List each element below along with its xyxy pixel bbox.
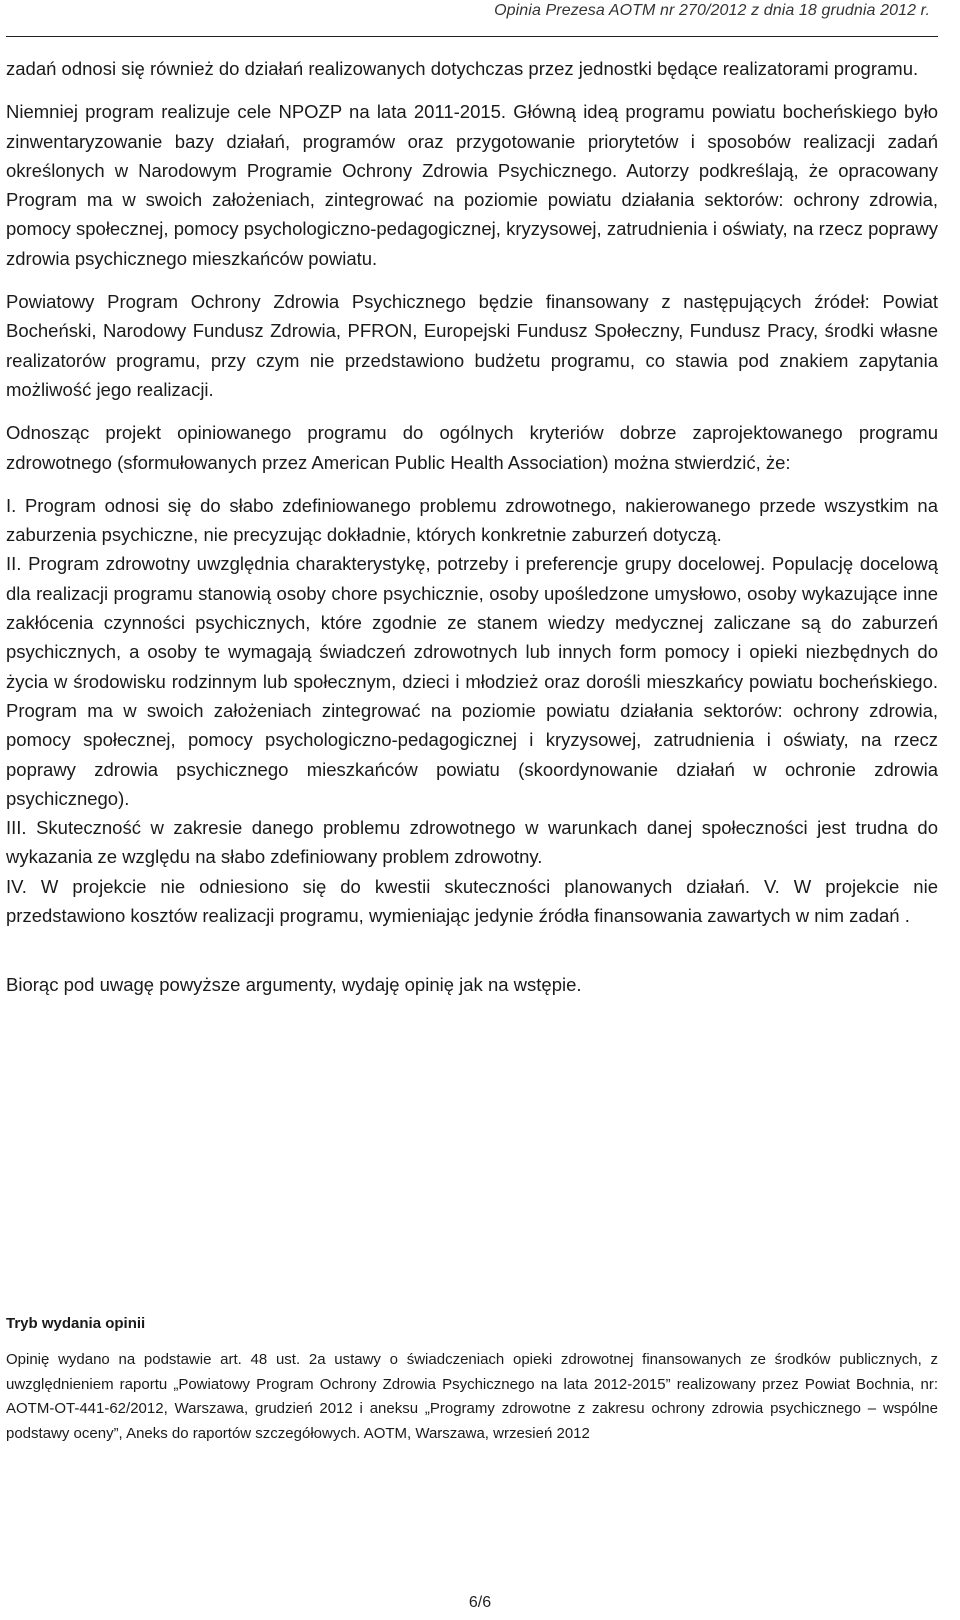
header-divider [6,36,938,37]
running-header: Opinia Prezesa AOTM nr 270/2012 z dnia 18 grudnia 2012 r. [494,2,930,19]
conclusion: Biorąc pod uwagę powyższe argumenty, wydaję opinię jak na wstępie. [6,974,582,996]
criterion-2: II. Program zdrowotny uwzględnia charakterystykę, potrzeby i preferencje grupy docelowej. Populację docelową dla realizacji programu stanowią osoby chore psychicznie, osoby upośledzone umysłowo, osoby wykazujące inne zakłócenia czynności psychicznych, które zgodnie ze stanem wiedzy medycznej zaliczane są do zaburzeń psychicznych, a osoby te wymagają świadczeń zdrowotnych lub innych form pomocy i opieki niezbędnych do życia w środowisku rodzinnym lub społecznym, dzieci i młodzież oraz dorośli mieszkańcy powiatu bocheńskiego. Program ma w swoich założeniach zintegrować na poziomie powiatu działania sektorów: ochrony zdrowia, pomocy społecznej, pomocy psychologiczno-pedagogicznej i kryzysowej, zatrudnienia i oświaty, na rzecz poprawy zdrowia psychicznego mieszkańców powiatu (skoordynowanie działań w ochronie zdrowia psychicznego). [6,553,938,809]
paragraph-financing: Powiatowy Program Ochrony Zdrowia Psychicznego będzie finansowany z następujących źródeł: Powiat Bocheński, Narodowy Fundusz Zdrowia, PFRON, Europejski Fundusz Społeczny, Fundusz Pracy, środki własne realizatorów programu, przy czym nie przedstawiono budżetu programu, co stawia pod znakiem zapytania możliwość jego realizacji. [6,291,938,400]
criterion-1: I. Program odnosi się do słabo zdefiniowanego problemu zdrowotnego, nakierowanego przede wszystkim na zaburzenia psychiczne, nie precyzując dokładnie, których konkretnie zaburzeń dotyczą. [6,494,938,546]
document-body [6,54,938,1000]
criterion-3: III. Skuteczność w zakresie danego problemu zdrowotnego w warunkach danej społeczności jest trudna do wykazania ze względu na słabo zdefiniowany problem zdrowotny. [6,817,938,868]
opinion-mode-section [6,1314,938,1446]
opinion-mode-title: Tryb wydania opinii [6,1315,146,1332]
paragraph-npozp: Niemniej program realizuje cele NPOZP na lata 2011-2015. Główną ideą programu powiatu bocheńskiego było zinwentaryzowanie bazy działań, programów oraz przygotowanie priorytetów i sposobów realizacji zadań określonych w Narodowym Programie Ochrony Zdrowia Psychicznego. Autorzy podkreślają, że opracowany Program ma w swoich założeniach, zintegrować na poziomie powiatu działania sektorów: ochrony zdrowia, pomocy społecznej, pomocy psychologiczno-pedagogicznej, kryzysowej, zatrudnienia i oświaty, na rzecz poprawy zdrowia psychicznego mieszkańców powiatu. [6,101,938,269]
criterion-4-5: IV. W projekcie nie odniesiono się do kwestii skuteczności planowanych działań. V. W projekcie nie przedstawiono kosztów realizacji programu, wymieniając jedynie źródła finansowania zawartych w nim zadań . [6,875,938,927]
paragraph-continuation: zadań odnosi się również do działań realizowanych dotychczas przez jednostki będące realizatorami programu. [6,58,919,79]
page-number: 6/6 [468,1594,492,1611]
opinion-mode-text: Opinię wydano na podstawie art. 48 ust. 2a ustawy o świadczeniach opieki zdrowotnej finansowanych ze środków publicznych, z uwzględnieniem raportu „Powiatowy Program Ochrony Zdrowia Psychicznego na lata 2012-2015” realizowany przez Powiat Bochnia, nr: AOTM-OT-441-62/2012, Warszawa, grudzień 2012 i aneksu „Programy zdrowotne z zakresu ochrony zdrowia psychicznego – wspólne podstawy oceny”, Aneks do raportów szczegółowych. AOTM, Warszawa, wrzesień 2012 [6,1351,938,1442]
paragraph-criteria-intro: Odnosząc projekt opiniowanego programu do ogólnych kryteriów dobrze zaprojektowanego programu zdrowotnego (sformułowanych przez American Public Health Association) można stwierdzić, że: [6,422,938,473]
